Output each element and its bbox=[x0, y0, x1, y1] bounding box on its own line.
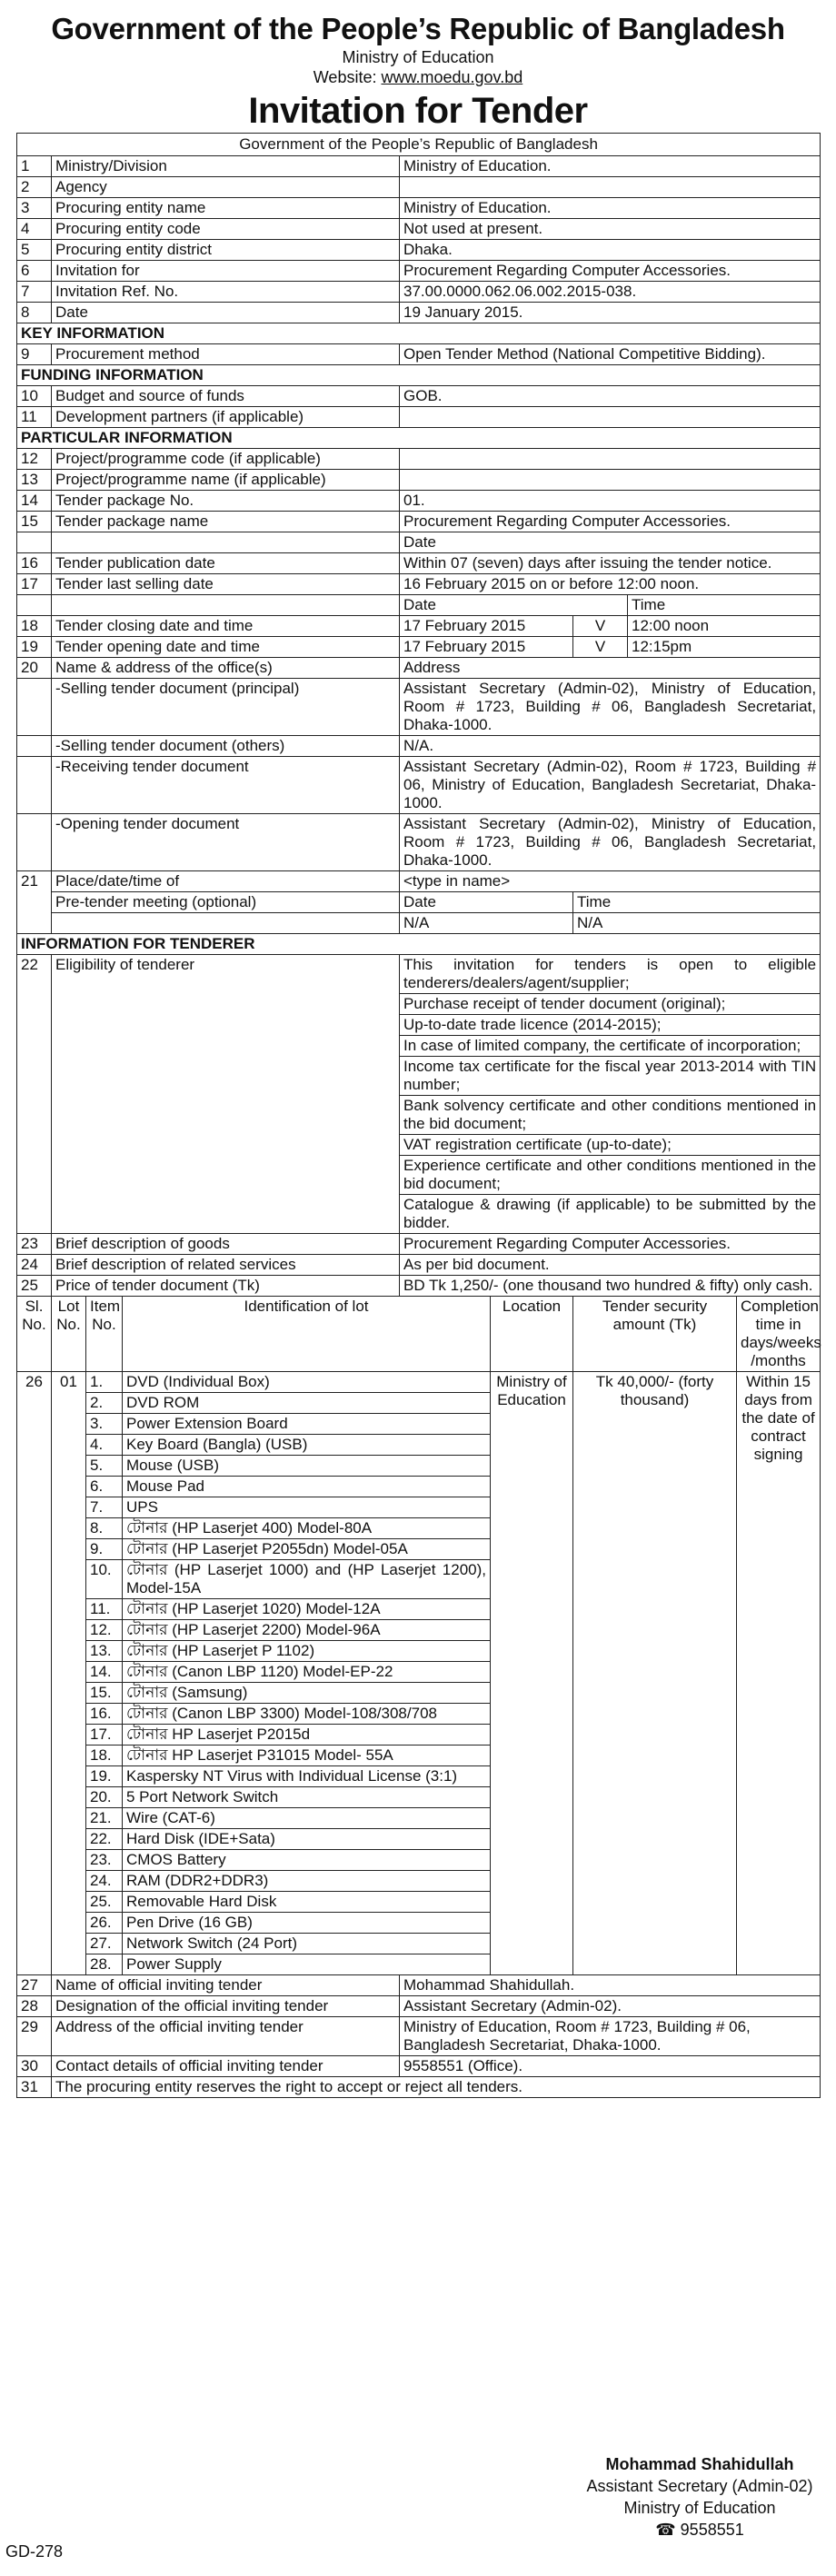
item-description: 5 Port Network Switch bbox=[123, 1787, 491, 1808]
item-number: 17. bbox=[86, 1725, 123, 1746]
item-description: Network Switch (24 Port) bbox=[123, 1934, 491, 1954]
row-value: Mohammad Shahidullah. bbox=[400, 1975, 821, 1996]
date-header: Date bbox=[400, 595, 628, 616]
item-description: CMOS Battery bbox=[123, 1850, 491, 1871]
row-label: Tender opening date and time bbox=[52, 637, 400, 658]
item-description: DVD (Individual Box) bbox=[123, 1372, 491, 1393]
row-label: Project/programme code (if applicable) bbox=[52, 449, 400, 470]
row-number: 5 bbox=[17, 240, 52, 261]
item-description: Power Supply bbox=[123, 1954, 491, 1975]
item-number: 23. bbox=[86, 1850, 123, 1871]
row-label: Procuring entity name bbox=[52, 198, 400, 219]
row-label: Name & address of the office(s) bbox=[52, 658, 400, 679]
closing-date: 17 February 2015 bbox=[400, 616, 573, 637]
row-number: 30 bbox=[17, 2056, 52, 2077]
lot-location: Ministry of Education bbox=[491, 1372, 573, 1975]
row-value: 37.00.0000.062.06.002.2015-038. bbox=[400, 282, 821, 303]
item-number: 13. bbox=[86, 1641, 123, 1662]
signatory-phone: ☎ 9558551 bbox=[655, 2521, 744, 2539]
item-number: 18. bbox=[86, 1746, 123, 1766]
item-description: UPS bbox=[123, 1497, 491, 1518]
row-label: Invitation for bbox=[52, 261, 400, 282]
table-row bbox=[17, 240, 821, 261]
row-label: Tender publication date bbox=[52, 553, 400, 574]
time-header: Time bbox=[628, 595, 821, 616]
signatory-designation: Assistant Secretary (Admin-02) bbox=[586, 2477, 813, 2495]
office-address: Assistant Secretary (Admin-02), Ministry of Education, Room # 1723, Building # 06, Bangladesh Secretariat, Dhaka-1000. bbox=[400, 814, 821, 871]
row-number: 16 bbox=[17, 553, 52, 574]
item-number: 12. bbox=[86, 1620, 123, 1641]
eligibility-item: This invitation for tenders is open to eligible tenderers/dealers/agent/supplier; bbox=[400, 955, 821, 994]
section-information-for-tenderer: INFORMATION FOR TENDERER bbox=[17, 934, 821, 955]
item-number: 2. bbox=[86, 1393, 123, 1414]
table-row bbox=[17, 1234, 821, 1255]
item-description: টোনার (Samsung) bbox=[123, 1683, 491, 1704]
table-row bbox=[17, 553, 821, 574]
row-label: Project/programme name (if applicable) bbox=[52, 470, 400, 491]
item-description: Removable Hard Disk bbox=[123, 1892, 491, 1913]
table-row bbox=[17, 261, 821, 282]
row-value bbox=[400, 470, 821, 491]
row-number: 3 bbox=[17, 198, 52, 219]
row-value: Procurement Regarding Computer Accessories. bbox=[400, 1234, 821, 1255]
row-number: 18 bbox=[17, 616, 52, 637]
row-value bbox=[400, 407, 821, 428]
row-value: Not used at present. bbox=[400, 219, 821, 240]
table-row bbox=[17, 2077, 821, 2098]
row-value: Procurement Regarding Computer Accessories. bbox=[400, 512, 821, 532]
notice-header bbox=[16, 11, 820, 133]
office-address: Assistant Secretary (Admin-02), Room # 1723, Building # 06, Ministry of Education, Bangladesh Secretariat, Dhaka-1000. bbox=[400, 757, 821, 814]
office-row bbox=[17, 679, 821, 736]
table-row bbox=[17, 2017, 821, 2056]
eligibility-item: In case of limited company, the certificate of incorporation; bbox=[400, 1036, 821, 1057]
item-description: Kaspersky NT Virus with Individual License (3:1) bbox=[123, 1766, 491, 1787]
row-number bbox=[17, 736, 52, 757]
eligibility-item: Up-to-date trade licence (2014-2015); bbox=[400, 1015, 821, 1036]
row-label: Brief description of goods bbox=[52, 1234, 400, 1255]
table-row bbox=[17, 177, 821, 198]
item-number: 10. bbox=[86, 1560, 123, 1599]
office-label: -Selling tender document (others) bbox=[52, 736, 400, 757]
row-number: 15 bbox=[17, 512, 52, 532]
office-row bbox=[17, 736, 821, 757]
row-number: 9 bbox=[17, 344, 52, 365]
table-row bbox=[17, 449, 821, 470]
row-value: Dhaka. bbox=[400, 240, 821, 261]
item-number: 6. bbox=[86, 1477, 123, 1497]
table-row bbox=[17, 2056, 821, 2077]
table-row bbox=[17, 198, 821, 219]
row-number: 25 bbox=[17, 1276, 52, 1297]
item-number: 28. bbox=[86, 1954, 123, 1975]
tender-table bbox=[16, 133, 821, 2098]
table-row bbox=[17, 407, 821, 428]
row-label: Date bbox=[52, 303, 400, 323]
row-number: 1 bbox=[17, 156, 52, 177]
row-label: Tender closing date and time bbox=[52, 616, 400, 637]
item-description: Pen Drive (16 GB) bbox=[123, 1913, 491, 1934]
time-header: Time bbox=[573, 892, 821, 913]
table-row bbox=[17, 574, 821, 595]
item-description: DVD ROM bbox=[123, 1393, 491, 1414]
row-label: Procuring entity district bbox=[52, 240, 400, 261]
row-number: 22 bbox=[17, 955, 52, 1234]
item-description: টোনার (HP Laserjet 2200) Model-96A bbox=[123, 1620, 491, 1641]
row-value: Ministry of Education, Room # 1723, Building # 06, Bangladesh Secretariat, Dhaka-1000. bbox=[400, 2017, 821, 2056]
eligibility-item: Income tax certificate for the fiscal year 2013-2014 with TIN number; bbox=[400, 1057, 821, 1096]
row-value: 16 February 2015 on or before 12:00 noon. bbox=[400, 574, 821, 595]
item-description: Mouse Pad bbox=[123, 1477, 491, 1497]
row-value: As per bid document. bbox=[400, 1255, 821, 1276]
row-number: 11 bbox=[17, 407, 52, 428]
section-particular-information: PARTICULAR INFORMATION bbox=[17, 428, 821, 449]
lot-security: Tk 40,000/- (forty thousand) bbox=[573, 1372, 737, 1975]
item-description: টোনার (HP Laserjet P2055dn) Model-05A bbox=[123, 1539, 491, 1560]
row-number: 7 bbox=[17, 282, 52, 303]
row-value: <type in name> bbox=[400, 871, 821, 892]
table-row bbox=[17, 658, 821, 679]
office-row bbox=[17, 757, 821, 814]
item-description: টোনার (HP Laserjet 1000) and (HP Laserjet 1200), Model-15A bbox=[123, 1560, 491, 1599]
table-row bbox=[17, 344, 821, 365]
table-row bbox=[17, 282, 821, 303]
row-number: 20 bbox=[17, 658, 52, 679]
row-number bbox=[17, 679, 52, 736]
row-label: Tender package No. bbox=[52, 491, 400, 512]
row-value: Open Tender Method (National Competitive Bidding). bbox=[400, 344, 821, 365]
item-description: টোনার (HP Laserjet P 1102) bbox=[123, 1641, 491, 1662]
table-row bbox=[17, 1255, 821, 1276]
row-number: 12 bbox=[17, 449, 52, 470]
row-value: 9558551 (Office). bbox=[400, 2056, 821, 2077]
row-value: 19 January 2015. bbox=[400, 303, 821, 323]
row-label: Contact details of official inviting tender bbox=[52, 2056, 400, 2077]
row-label: Development partners (if applicable) bbox=[52, 407, 400, 428]
table-row bbox=[17, 219, 821, 240]
header-lot: Lot No. bbox=[52, 1297, 86, 1372]
row-number bbox=[17, 757, 52, 814]
website-line bbox=[16, 67, 820, 87]
row-value: The procuring entity reserves the right to accept or reject all tenders. bbox=[52, 2077, 821, 2098]
eligibility-item: Purchase receipt of tender document (original); bbox=[400, 994, 821, 1015]
item-description: Mouse (USB) bbox=[123, 1456, 491, 1477]
row-label: Brief description of related services bbox=[52, 1255, 400, 1276]
row-label: Procuring entity code bbox=[52, 219, 400, 240]
item-number: 19. bbox=[86, 1766, 123, 1787]
header-location: Location bbox=[491, 1297, 573, 1372]
lot-header-row bbox=[17, 1297, 821, 1372]
office-label: -Opening tender document bbox=[52, 814, 400, 871]
item-number: 4. bbox=[86, 1435, 123, 1456]
office-label: -Receiving tender document bbox=[52, 757, 400, 814]
row-label: Place/date/time of bbox=[52, 871, 400, 892]
header-item: Item No. bbox=[86, 1297, 123, 1372]
item-number: 7. bbox=[86, 1497, 123, 1518]
row-number: 13 bbox=[17, 470, 52, 491]
item-number: 26. bbox=[86, 1913, 123, 1934]
lot-sl: 26 bbox=[17, 1372, 52, 1975]
table-row bbox=[17, 303, 821, 323]
row-label: Designation of the official inviting tender bbox=[52, 1996, 400, 2017]
item-description: টোনার HP Laserjet P31015 Model- 55A bbox=[123, 1746, 491, 1766]
row-number: 4 bbox=[17, 219, 52, 240]
table-row bbox=[17, 386, 821, 407]
item-description: Wire (CAT-6) bbox=[123, 1808, 491, 1829]
item-number: 9. bbox=[86, 1539, 123, 1560]
row-number: 23 bbox=[17, 1234, 52, 1255]
table-row bbox=[17, 512, 821, 532]
website-link[interactable]: www.moedu.gov.bd bbox=[381, 68, 523, 86]
signature-block bbox=[582, 2453, 818, 2541]
item-number: 14. bbox=[86, 1662, 123, 1683]
eligibility-item: Bank solvency certificate and other conditions mentioned in the bid document; bbox=[400, 1096, 821, 1135]
opening-mark: V bbox=[573, 637, 628, 658]
item-number: 24. bbox=[86, 1871, 123, 1892]
item-description: টোনার (Canon LBP 3300) Model-108/308/708 bbox=[123, 1704, 491, 1725]
item-number: 16. bbox=[86, 1704, 123, 1725]
row-number: 10 bbox=[17, 386, 52, 407]
item-description: টোনার (HP Laserjet 400) Model-80A bbox=[123, 1518, 491, 1539]
row-number: 8 bbox=[17, 303, 52, 323]
row-number: 2 bbox=[17, 177, 52, 198]
table-row bbox=[17, 616, 821, 637]
office-label: -Selling tender document (principal) bbox=[52, 679, 400, 736]
row-value bbox=[400, 177, 821, 198]
row-label: Procurement method bbox=[52, 344, 400, 365]
item-number: 15. bbox=[86, 1683, 123, 1704]
office-row bbox=[17, 814, 821, 871]
item-number: 25. bbox=[86, 1892, 123, 1913]
row-number: 29 bbox=[17, 2017, 52, 2056]
closing-mark: V bbox=[573, 616, 628, 637]
table-row bbox=[17, 1975, 821, 1996]
row-number: 14 bbox=[17, 491, 52, 512]
row-value: GOB. bbox=[400, 386, 821, 407]
row-label: Eligibility of tenderer bbox=[52, 955, 400, 1234]
row-number: 6 bbox=[17, 261, 52, 282]
row-value: Procurement Regarding Computer Accessories. bbox=[400, 261, 821, 282]
item-description: RAM (DDR2+DDR3) bbox=[123, 1871, 491, 1892]
ministry-name: Ministry of Education bbox=[342, 48, 494, 66]
item-number: 8. bbox=[86, 1518, 123, 1539]
row-label: Invitation Ref. No. bbox=[52, 282, 400, 303]
item-description: Power Extension Board bbox=[123, 1414, 491, 1435]
eligibility-item: Experience certificate and other conditions mentioned in the bid document; bbox=[400, 1156, 821, 1195]
item-number: 27. bbox=[86, 1934, 123, 1954]
table-row bbox=[17, 871, 821, 892]
item-description: টোনার (HP Laserjet 1020) Model-12A bbox=[123, 1599, 491, 1620]
row-number: 24 bbox=[17, 1255, 52, 1276]
notice-code: GD-278 bbox=[5, 2542, 64, 2561]
item-number: 22. bbox=[86, 1829, 123, 1850]
eligibility-row bbox=[17, 955, 821, 994]
item-description: Hard Disk (IDE+Sata) bbox=[123, 1829, 491, 1850]
lot-item-row bbox=[17, 1372, 821, 1393]
address-header: Address bbox=[400, 658, 821, 679]
signatory-name: Mohammad Shahidullah bbox=[605, 2455, 794, 2473]
pre-tender-label: Pre-tender meeting (optional) bbox=[52, 892, 400, 913]
row-number: 21 bbox=[17, 871, 52, 934]
date-header: Date bbox=[400, 892, 573, 913]
office-address: Assistant Secretary (Admin-02), Ministry of Education, Room # 1723, Building # 06, Bangladesh Secretariat, Dhaka-1000. bbox=[400, 679, 821, 736]
item-description: টোনার HP Laserjet P2015d bbox=[123, 1725, 491, 1746]
header-sl: Sl. No. bbox=[17, 1297, 52, 1372]
section-key-information: KEY INFORMATION bbox=[17, 323, 821, 344]
row-value: Within 07 (seven) days after issuing the tender notice. bbox=[400, 553, 821, 574]
pre-tender-time: N/A bbox=[573, 913, 821, 934]
row-label: Ministry/Division bbox=[52, 156, 400, 177]
row-label: Budget and source of funds bbox=[52, 386, 400, 407]
lot-completion: Within 15 days from the date of contract signing bbox=[737, 1372, 821, 1975]
row-label: Name of official inviting tender bbox=[52, 1975, 400, 1996]
website-label: Website: bbox=[313, 68, 382, 86]
eligibility-item: VAT registration certificate (up-to-date); bbox=[400, 1135, 821, 1156]
page-title: Invitation for Tender bbox=[248, 91, 588, 131]
table-row bbox=[17, 1276, 821, 1297]
item-number: 1. bbox=[86, 1372, 123, 1393]
item-number: 5. bbox=[86, 1456, 123, 1477]
row-number: 27 bbox=[17, 1975, 52, 1996]
date-header: Date bbox=[400, 532, 821, 553]
row-value: 01. bbox=[400, 491, 821, 512]
item-number: 20. bbox=[86, 1787, 123, 1808]
row-number bbox=[17, 814, 52, 871]
row-label: Agency bbox=[52, 177, 400, 198]
item-number: 11. bbox=[86, 1599, 123, 1620]
header-completion: Completion time in days/weeks /months bbox=[737, 1297, 821, 1372]
table-subheader: Government of the People’s Republic of Bangladesh bbox=[17, 134, 821, 156]
table-row bbox=[17, 470, 821, 491]
row-label: Tender package name bbox=[52, 512, 400, 532]
row-value: Ministry of Education. bbox=[400, 198, 821, 219]
table-row bbox=[17, 156, 821, 177]
row-number: 19 bbox=[17, 637, 52, 658]
row-value: Assistant Secretary (Admin-02). bbox=[400, 1996, 821, 2017]
closing-time: 12:00 noon bbox=[628, 616, 821, 637]
header-security: Tender security amount (Tk) bbox=[573, 1297, 737, 1372]
item-description: টোনার (Canon LBP 1120) Model-EP-22 bbox=[123, 1662, 491, 1683]
section-funding-information: FUNDING INFORMATION bbox=[17, 365, 821, 386]
row-label: Address of the official inviting tender bbox=[52, 2017, 400, 2056]
row-value: Ministry of Education. bbox=[400, 156, 821, 177]
opening-time: 12:15pm bbox=[628, 637, 821, 658]
lot-number: 01 bbox=[52, 1372, 86, 1975]
row-number: 17 bbox=[17, 574, 52, 595]
row-label: Tender last selling date bbox=[52, 574, 400, 595]
government-title: Government of the People’s Republic of Bangladesh bbox=[51, 12, 785, 45]
header-identification: Identification of lot bbox=[123, 1297, 491, 1372]
eligibility-item: Catalogue & drawing (if applicable) to be submitted by the bidder. bbox=[400, 1195, 821, 1234]
table-row bbox=[17, 491, 821, 512]
signatory-ministry: Ministry of Education bbox=[623, 2499, 776, 2517]
row-value bbox=[400, 449, 821, 470]
office-address: N/A. bbox=[400, 736, 821, 757]
row-value: BD Tk 1,250/- (one thousand two hundred & fifty) only cash. bbox=[400, 1276, 821, 1297]
row-number: 28 bbox=[17, 1996, 52, 2017]
pre-tender-date: N/A bbox=[400, 913, 573, 934]
opening-date: 17 February 2015 bbox=[400, 637, 573, 658]
table-row bbox=[17, 637, 821, 658]
row-number: 31 bbox=[17, 2077, 52, 2098]
item-number: 3. bbox=[86, 1414, 123, 1435]
row-label: Price of tender document (Tk) bbox=[52, 1276, 400, 1297]
item-description: Key Board (Bangla) (USB) bbox=[123, 1435, 491, 1456]
item-number: 21. bbox=[86, 1808, 123, 1829]
table-row bbox=[17, 1996, 821, 2017]
